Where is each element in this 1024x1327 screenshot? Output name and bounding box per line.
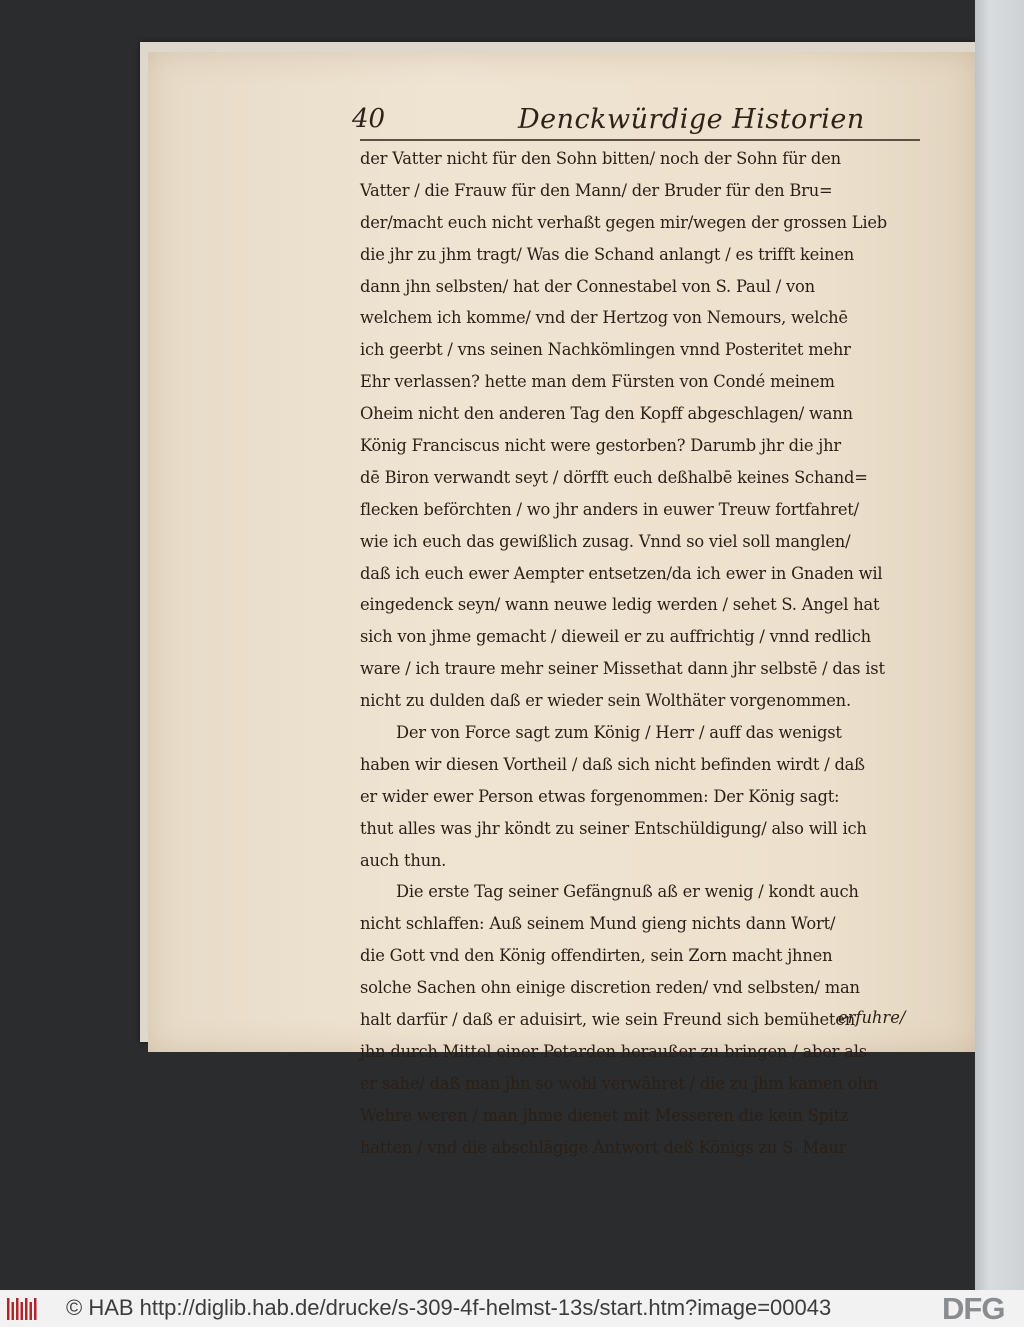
text-line: Ehr verlassen? hette man dem Fürsten von Condé meinem	[360, 372, 835, 392]
running-title: Denckwürdige Historien	[518, 104, 865, 135]
page-number: 40	[352, 104, 386, 134]
text-line: eingedenck seyn/ wann neuwe ledig werden / sehet S. Angel hat	[360, 595, 880, 615]
text-line: thut alles was jhr köndt zu seiner Entschüldigung/ also will ich	[360, 818, 867, 838]
header-rule	[360, 139, 920, 141]
text-line: die jhr zu jhm tragt/ Was die Schand anlangt / es trifft keinen	[360, 244, 855, 264]
text-line: Wehre weren / man jhme dienet mit Messeren die kein Spitz	[360, 1105, 849, 1125]
text-line: Vatter / die Frauw für den Mann/ der Bruder für den Bru=	[360, 180, 833, 200]
text-line: auch thun.	[360, 850, 447, 870]
text-line: daß ich euch ewer Aempter entsetzen/da ich ewer in Gnaden wil	[360, 563, 883, 583]
text-line: ich geerbt / vns seinen Nachkömlingen vnnd Posteritet mehr	[360, 340, 851, 360]
text-line: König Franciscus nicht were gestorben? Darumb jhr die jhr	[360, 436, 841, 456]
hab-bars-logo-icon	[6, 1296, 38, 1322]
text-line: nicht zu dulden daß er wieder sein Wolthäter vorgenommen.	[360, 691, 851, 711]
text-line: halt darfür / daß er aduisirt, wie sein Freund sich bemüheten	[360, 1010, 855, 1030]
text-line: welchem ich komme/ vnd der Hertzog von Nemours, welchē	[360, 308, 848, 328]
dfg-logo: DFG	[942, 1291, 1005, 1326]
text-line: dē Biron verwandt seyt / dörfft euch deßhalbē keines Schand=	[360, 467, 868, 487]
text-line: nicht schlaffen: Auß seinem Mund gieng nichts dann Wort/	[360, 914, 836, 934]
text-line: Der von Force sagt zum König / Herr / auff das wenigst	[396, 723, 842, 743]
text-line: sich von jhme gemacht / dieweil er zu auffrichtig / vnnd redlich	[360, 627, 871, 647]
text-line: ware / ich traure mehr seiner Missethat dann jhr selbstē / das ist	[360, 659, 885, 679]
catchword: erfuhre/	[838, 1008, 906, 1027]
page-header	[352, 104, 918, 138]
text-line: wie ich euch das gewißlich zusag. Vnnd so viel soll manglen/	[360, 531, 851, 551]
text-line: der Vatter nicht für den Sohn bitten/ noch der Sohn für den	[360, 149, 841, 168]
text-line: jhn durch Mittel einer Petarden heraußer zu bringen / aber als	[360, 1041, 867, 1061]
text-line: er sahe/ daß man jhn so wohl verwähret / die zu jhm kamen ohn	[360, 1073, 878, 1093]
text-line: die Gott vnd den König offendirten, sein Zorn macht jhnen	[360, 946, 833, 966]
text-line: der/macht euch nicht verhaßt gegen mir/wegen der grossen Lieb	[360, 212, 887, 232]
text-line: flecken beförchten / wo jhr anders in euwer Treuw fortfahret/	[360, 499, 859, 519]
text-line: er wider ewer Person etwas forgenommen: Der König sagt:	[360, 786, 840, 806]
text-line: hatten / vnd die abschlägige Antwort deß Königs zu S. Maur	[360, 1137, 847, 1157]
text-line: Die erste Tag seiner Gefängnuß aß er wenig / kondt auch	[396, 882, 859, 902]
text-line: haben wir diesen Vortheil / daß sich nicht befinden wirdt / daß	[360, 754, 865, 774]
text-line: solche Sachen ohn einige discretion reden/ vnd selbsten/ man	[360, 978, 860, 998]
copyright-link[interactable]: © HAB http://diglib.hab.de/drucke/s-309-4f-helmst-13s/start.htm?image=00043	[66, 1295, 832, 1320]
right-margin-strip	[975, 0, 1024, 1290]
text-line: dann jhn selbsten/ hat der Connestabel von S. Paul / von	[360, 276, 815, 296]
text-line: Oheim nicht den anderen Tag den Kopff abgeschlagen/ wann	[360, 404, 853, 424]
viewer-footer	[0, 1290, 1024, 1327]
